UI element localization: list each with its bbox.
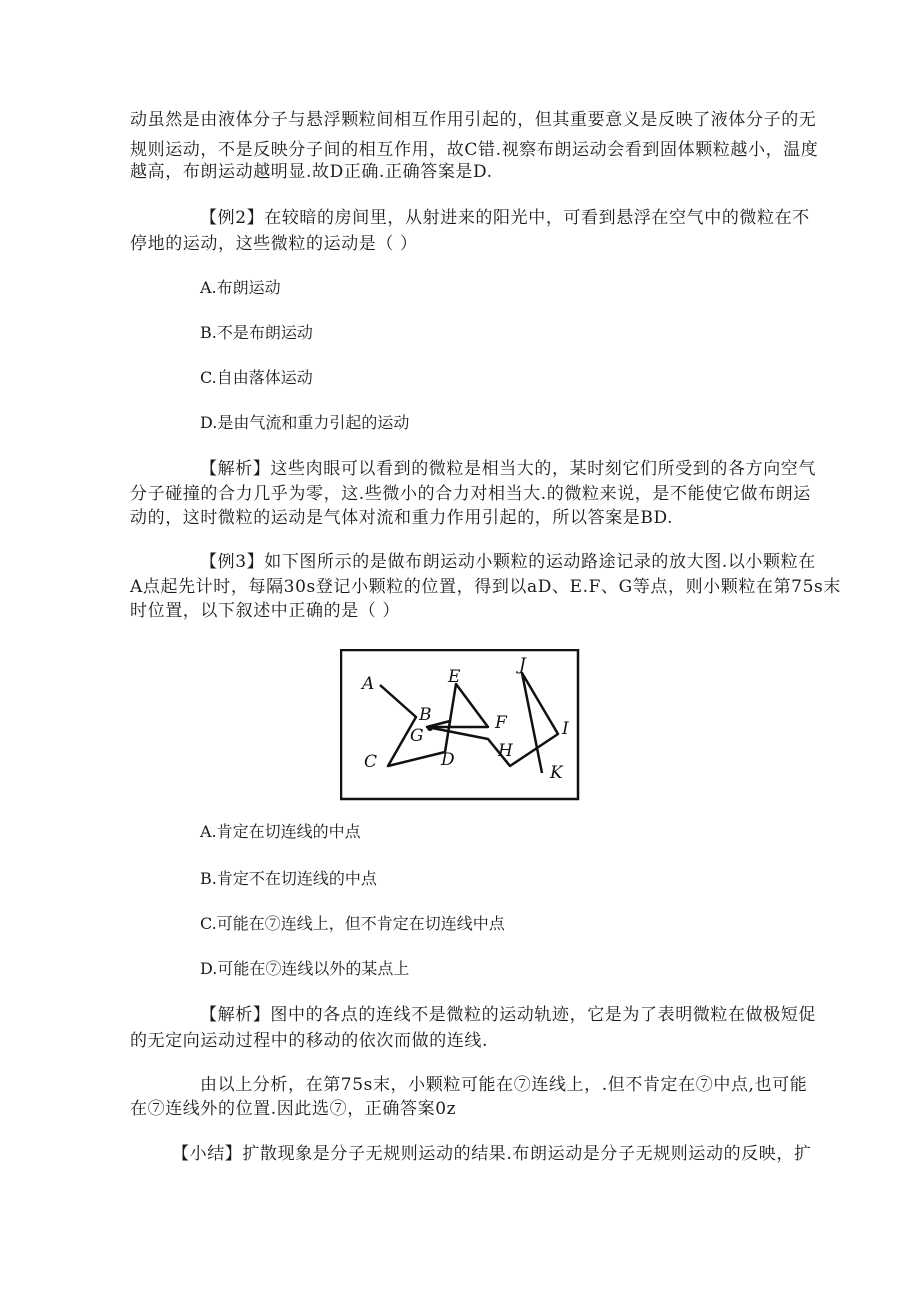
brownian-path-figure <box>340 649 580 801</box>
example-2-option-c: C.自由落体运动 <box>200 368 313 387</box>
example-3-option-c: C.可能在⑦连线上，但不肯定在切连线中点 <box>200 914 505 933</box>
example-2-analysis: 【解析】这些肉眼可以看到的微粒是相当大的，某时刻它们所受到的各方向空气 <box>200 459 816 479</box>
example-3-conclusion: 在⑦连线外的位置.因此选⑦，正确答案0z <box>130 1099 457 1119</box>
example-2-analysis: 分子碰撞的合力几乎为零，这.些微小的合力对相当大.的微粒来说，是不能使它做布朗运 <box>130 484 811 504</box>
example-3-question: 时位置，以下叙述中正确的是（ ） <box>130 601 401 621</box>
example-3-analysis: 的无定向运动过程中的移动的依次而做的连线. <box>130 1031 489 1051</box>
example-3-question: 【例3】如下图所示的是做布朗运动小颗粒的运动路途记录的放大图.以小颗粒在 <box>200 552 816 572</box>
example-3-question: A点起先计时，每隔30s登记小颗粒的位置，得到以aD、E.F、G等点，则小颗粒在第75s末 <box>130 577 841 597</box>
example-3-option-b: B.肯定不在切连线的中点 <box>200 869 377 888</box>
point-label-g: G <box>410 726 424 746</box>
point-label-d: D <box>441 750 455 770</box>
example-2-option-d: D.是由气流和重力引起的运动 <box>200 413 410 432</box>
example-3-option-a: A.肯定在切连线的中点 <box>200 822 361 841</box>
point-label-c: C <box>364 752 378 772</box>
point-label-h: H <box>498 741 513 761</box>
point-label-a: A <box>362 674 375 694</box>
point-label-e: E <box>448 667 461 687</box>
example-2-option-b: B.不是布朗运动 <box>200 323 313 342</box>
paragraph-line: 规则运动，不是反映分子间的相互作用，故C错.视察布朗运动会看到固体颗粒越小，温度 <box>130 140 819 160</box>
example-2-option-a: A.布朗运动 <box>200 278 281 297</box>
example-3-analysis: 【解析】图中的各点的连线不是微粒的运动轨迹，它是为了表明微粒在做极短促 <box>200 1005 816 1025</box>
example-2-analysis: 动的，这时微粒的运动是气体对流和重力作用引起的，所以答案是BD. <box>130 508 674 528</box>
point-label-b: B <box>419 705 432 725</box>
example-2-question: 停地的运动，这些微粒的运动是（ ） <box>130 234 418 254</box>
point-label-k: K <box>550 763 563 783</box>
point-label-f: F <box>495 713 507 733</box>
paragraph-line: 动虽然是由液体分子与悬浮颗粒间相互作用引起的，但其重要意义是反映了液体分子的无 <box>130 110 817 130</box>
point-g-dot <box>427 725 433 731</box>
point-label-j: J <box>519 655 526 675</box>
summary-line: 【小结】扩散现象是分子无规则运动的结果.布朗运动是分子无规则运动的反映，扩 <box>172 1144 812 1164</box>
brownian-path-svg <box>340 649 580 801</box>
example-2-question: 【例2】在较暗的房间里，从射进来的阳光中，可看到悬浮在空气中的微粒在不 <box>200 208 810 228</box>
point-label-i: I <box>562 719 569 739</box>
example-3-option-d: D.可能在⑦连线以外的某点上 <box>200 959 410 978</box>
example-3-conclusion: 由以上分析，在第75s末，小颗粒可能在⑦连线上，.但不肯定在⑦中点,也可能 <box>200 1075 808 1095</box>
paragraph-line: 越高，布朗运动越明显.故D正确.正确答案是D. <box>130 162 493 182</box>
